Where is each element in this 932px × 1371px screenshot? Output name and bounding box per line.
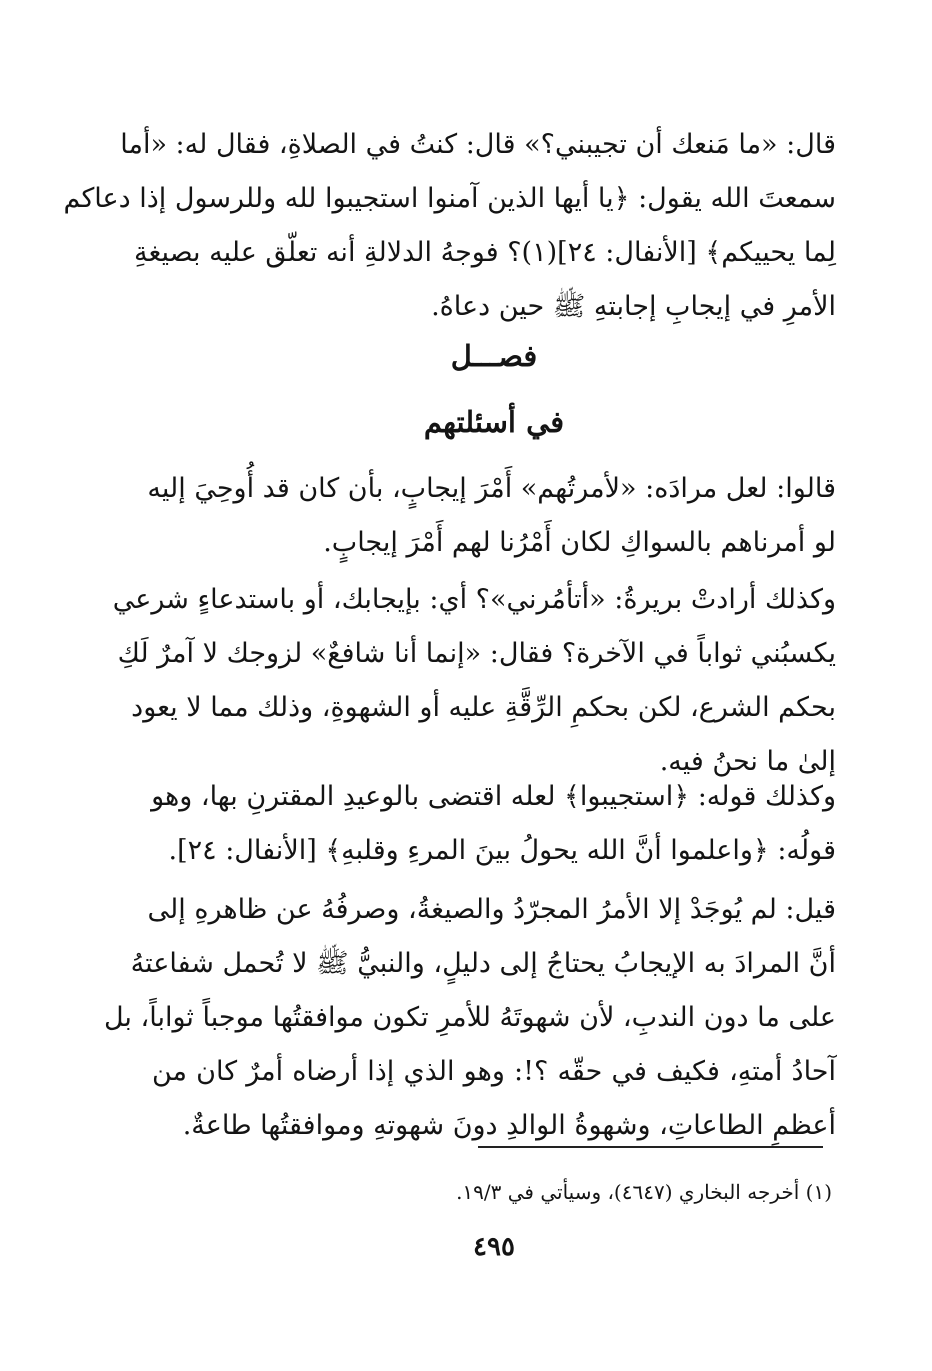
text-line: قيل: لم يُوجَدْ إلا الأمرُ المجرّدُ والصيغةُ، وصرفُهُ عن ظاهرهِ إلى <box>147 894 836 925</box>
text-line: لو أمرناهم بالسواكِ لكان أَمْرُنا لهم أَمْرَ إيجابٍ. <box>323 527 836 558</box>
footnote: (١) أخرجه البخاري (٤٦٤٧)، وسيأتي في ١٩/٣. <box>456 1180 832 1204</box>
text-line: إلىٰ ما نحنُ فيه. <box>659 746 836 777</box>
paragraph-3 <box>112 573 836 789</box>
page-number: ٤٩٥ <box>473 1232 515 1262</box>
paragraph-4 <box>152 770 836 878</box>
text-line: يكسبُني ثواباً في الآخرة؟ فقال: «إنما أنا شافعٌ» لزوجك لا آمرٌ لَكِ <box>117 638 836 669</box>
footnote-divider <box>478 1146 823 1148</box>
text-line: لِما يحييكم﴾ [الأنفال: ٢٤](١)؟ فوجهُ الدلالةِ أنه تعلّق عليه بصيغةِ <box>133 237 836 268</box>
text-line: الأمرِ في إيجابِ إجابتهِ ﷺ حين دعاهُ. <box>431 291 836 322</box>
text-line: على ما دون الندبِ، لأن شهوتَهُ للأمرِ تكون موافقتُها موجباً ثواباً، بل <box>103 1002 836 1033</box>
paragraph-5 <box>103 883 836 1153</box>
text-line: أعظمِ الطاعاتِ، وشهوةُ الوالدِ دونَ شهوتهِ وموافقتُها طاعةٌ. <box>182 1110 836 1141</box>
section-subheading: في أسئلتهم <box>423 405 565 439</box>
text-line: وكذلك أرادتْ بريرةُ: «أتأمُرني»؟ أي: بإيجابك، أو باستدعاءٍ شرعي <box>112 584 836 615</box>
paragraph-2 <box>147 462 836 570</box>
text-line: بحكم الشرع، لكن بحكمِ الرِّقَّةِ عليه أو الشهوةِ، وذلك مما لا يعود <box>131 692 836 723</box>
paragraph-1 <box>63 118 836 334</box>
text-line: أنَّ المرادَ به الإيجابُ يحتاجُ إلى دليلٍ، والنبيُّ ﷺ لا تُحمل شفاعتهُ <box>130 948 836 979</box>
text-line: قولُه: ﴿واعلموا أنَّ الله يحولُ بينَ المرءِ وقلبهِ﴾ [الأنفال: ٢٤]. <box>168 835 836 866</box>
text-line: وكذلك قوله: ﴿استجيبوا﴾ لعله اقتضى بالوعيدِ المقترنِ بها، وهو <box>151 781 836 812</box>
text-line: سمعتَ الله يقول: ﴿يا أيها الذين آمنوا استجيبوا لله وللرسول إذا دعاكم <box>63 183 836 214</box>
section-heading: فصـــل <box>450 339 538 373</box>
text-line: قالوا: لعل مرادَه: «لأمرتُهم» أَمْرَ إيجابٍ، بأن كان قد أُوحِيَ إليه <box>147 473 836 504</box>
text-line: قال: «ما مَنعك أن تجيبني؟» قال: كنتُ في الصلاةِ، فقال له: «أما <box>120 129 836 160</box>
text-line: آحادُ أمتهِ، فكيف في حقّه ؟!: وهو الذي إذا أرضاه أمرٌ كان من <box>152 1056 836 1087</box>
